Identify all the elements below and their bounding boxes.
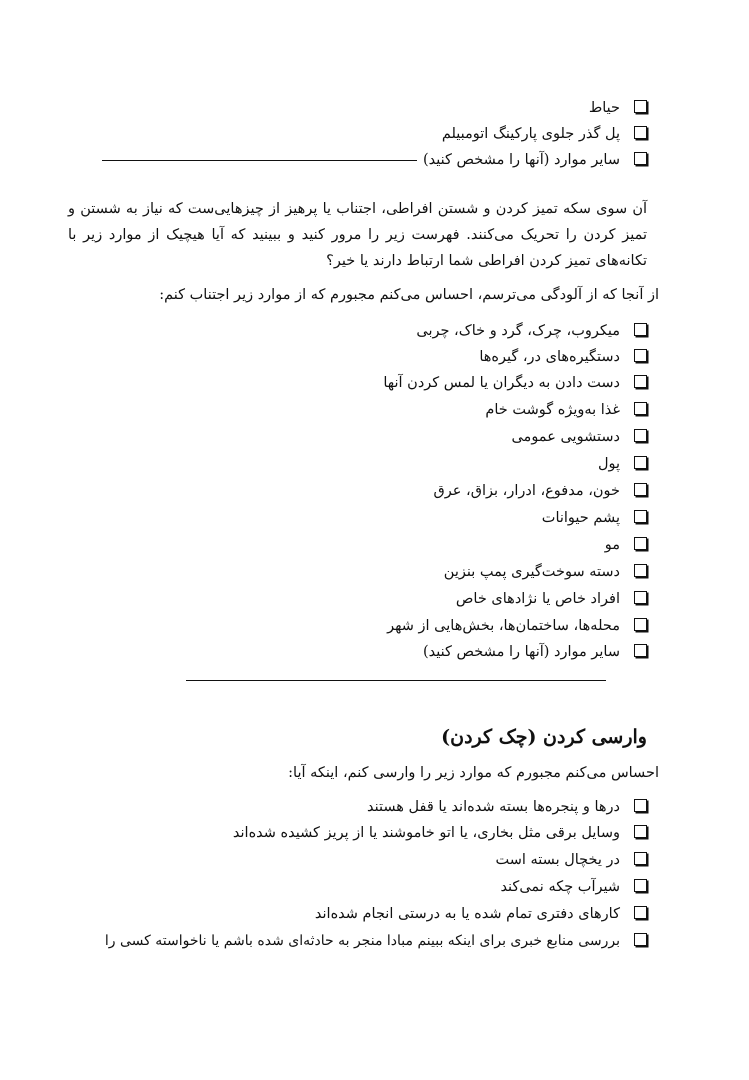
paragraph-line: آن سوی سکه تمیز کردن و شستن افراطی، اجتناب یا پرهیز از چیزهایی‌ست که نیاز به شستن و [68,201,647,217]
checklist-item [70,877,647,897]
fill-in-line[interactable] [102,160,417,161]
checklist-item [70,562,647,582]
checkbox-icon[interactable] [634,323,647,336]
checkbox-icon[interactable] [634,456,647,469]
checklist-item-label: دسته سوخت‌گیری پمپ بنزین [443,564,620,580]
checklist-item-label: خون، مدفوع، ادرار، بزاق، عرق [433,483,620,499]
checklist-item-label: وسایل برقی مثل بخاری، یا اتو خاموشند یا از پریز کشیده شده‌اند [232,825,620,841]
checklist-item [70,797,647,817]
checkbox-icon[interactable] [634,799,647,812]
checklist-item-label: پل گذر جلوی پارکینگ اتومبیلم [441,126,620,142]
checklist-item-label: مو [604,537,620,553]
checklist-item-label: بررسی منابع خبری برای اینکه ببینم مبادا منجر به حادثه‌ای شده باشم یا ناخواسته کسی را [104,933,620,949]
checklist-item-label: سایر موارد (آنها را مشخص کنید) [423,152,620,168]
checklist-item [70,642,647,662]
checklist-item [70,454,647,474]
checkbox-icon[interactable] [634,564,647,577]
checkbox-icon[interactable] [634,402,647,415]
checkbox-icon[interactable] [634,429,647,442]
checkbox-icon[interactable] [634,510,647,523]
checklist-item-label: کارهای دفتری تمام شده یا به درستی انجام شده‌اند [314,906,620,922]
checklist-item-label: دستشویی عمومی [511,429,620,445]
checklist-item [70,823,647,843]
checklist-item [70,124,647,144]
checklist-item [70,589,647,609]
avoid-intro: از آنجا که از آلودگی می‌ترسم، احساس می‌کنم مجبورم که از موارد زیر اجتناب کنم: [159,287,659,303]
checkbox-icon[interactable] [634,879,647,892]
checklist-item [70,508,647,528]
checklist-item [70,98,647,118]
checklist-item-label: محله‌ها، ساختمان‌ها، بخش‌هایی از شهر [387,618,620,634]
checklist-item-label: حیاط [588,100,620,116]
checklist-item-label: افراد خاص یا نژادهای خاص [455,591,620,607]
checkbox-icon[interactable] [634,537,647,550]
checkbox-icon[interactable] [634,591,647,604]
checklist-item [70,347,647,367]
checkbox-icon[interactable] [634,906,647,919]
paragraph-line: تکانه‌های تمیز کردن افراطی شما ارتباط دارند یا خیر؟ [326,253,647,269]
checklist-item [70,481,647,501]
checklist-item-label: در یخچال بسته است [495,852,620,868]
checklist-item [70,150,647,170]
checklist-item-label: دست دادن به دیگران یا لمس کردن آنها [383,375,620,391]
checklist-item [70,931,647,951]
checklist-item-label: میکروب، چرک، گرد و خاک، چربی [416,323,620,339]
checklist-item [70,616,647,636]
checkbox-icon[interactable] [634,618,647,631]
checklist-item-label: غذا به‌ویژه گوشت خام [485,402,620,418]
checklist-item-label: دستگیره‌های در، گیره‌ها [479,349,620,365]
checkbox-icon[interactable] [634,933,647,946]
checklist-item [70,904,647,924]
checklist-item-label: شیرآب چکه نمی‌کند [500,879,620,895]
section-heading: وارسی کردن (چک کردن) [441,726,647,748]
checkbox-icon[interactable] [634,483,647,496]
intro-paragraph [68,196,647,274]
checkbox-icon[interactable] [634,349,647,362]
checklist-item [70,400,647,420]
checkbox-icon[interactable] [634,152,647,165]
checklist-item [70,321,647,341]
checklist-item-label: سایر موارد (آنها را مشخص کنید) [423,644,620,660]
checking-intro: احساس می‌کنم مجبورم که موارد زیر را وارسی کنم، اینکه آیا: [288,765,659,781]
checklist-item [70,535,647,555]
checkbox-icon[interactable] [634,100,647,113]
checklist-item [70,850,647,870]
fill-in-line[interactable] [186,680,606,681]
checklist-item-label: درها و پنجره‌ها بسته شده‌اند یا قفل هستند [366,799,620,815]
checkbox-icon[interactable] [634,852,647,865]
checklist-item-label: پول [597,456,620,472]
paragraph-line: تمیز کردن را تحریک می‌کنند. فهرست زیر را مرور کنید و ببینید که آیا هیچیک از موارد زیر با [68,227,647,243]
checkbox-icon[interactable] [634,644,647,657]
checkbox-icon[interactable] [634,375,647,388]
checklist-item-label: پشم حیوانات [541,510,620,526]
checklist-item [70,373,647,393]
checkbox-icon[interactable] [634,825,647,838]
checklist-item [70,427,647,447]
checkbox-icon[interactable] [634,126,647,139]
